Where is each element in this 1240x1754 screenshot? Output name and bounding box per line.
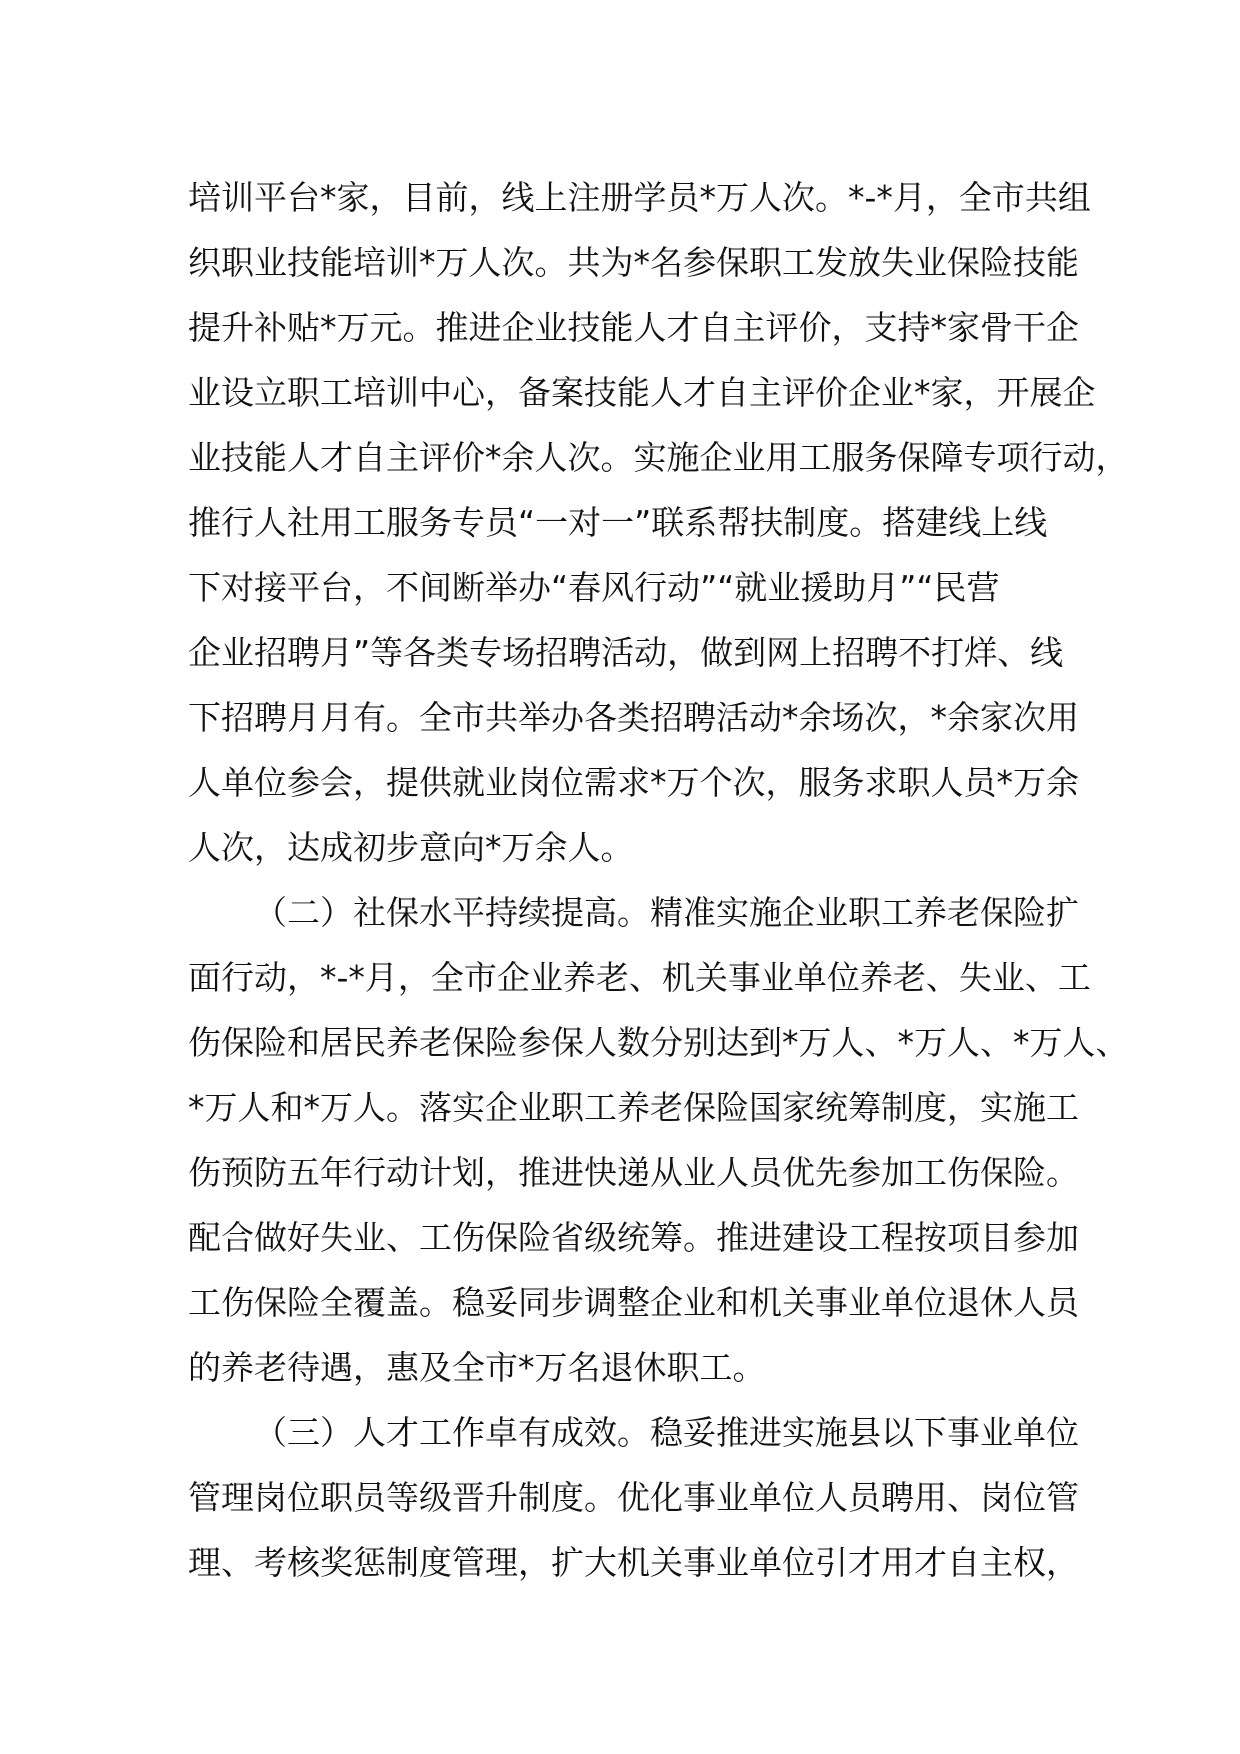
- text-line: 人单位参会，提供就业岗位需求*万个次，服务求职人员*万余: [188, 763, 1079, 802]
- text-line: 伤预防五年行动计划，推进快递从业人员优先参加工伤保险。: [188, 1153, 1079, 1192]
- text-line: 业技能人才自主评价*余人次。实施企业用工服务保障专项行动，: [188, 438, 1129, 477]
- text-line: 的养老待遇，惠及全市*万名退休职工。: [188, 1348, 766, 1387]
- text-line: 工伤保险全覆盖。稳妥同步调整企业和机关事业单位退休人员: [188, 1283, 1079, 1322]
- text-line: 面行动，*-*月，全市企业养老、机关事业单位养老、失业、工: [188, 958, 1091, 997]
- text-line: 培训平台*家，目前，线上注册学员*万人次。*-*月，全市共组: [188, 178, 1091, 217]
- text-line: 业设立职工培训中心，备案技能人才自主评价企业*家，开展企: [188, 373, 1096, 412]
- paragraph-social-security: [188, 880, 1129, 1400]
- text-line: 织职业技能培训*万人次。共为*名参保职工发放失业保险技能: [188, 243, 1079, 282]
- text-line: 推行人社用工服务专员“一对一”联系帮扶制度。搭建线上线: [188, 503, 1048, 542]
- document-body: [188, 165, 1129, 1595]
- text-line: 伤保险和居民养老保险参保人数分别达到*万人、*万人、*万人、: [188, 1023, 1129, 1062]
- text-line: 企业招聘月”等各类专场招聘活动，做到网上招聘不打烊、线: [188, 633, 1064, 672]
- text-line: 提升补贴*万元。推进企业技能人才自主评价，支持*家骨干企: [188, 308, 1079, 347]
- text-line: 下对接平台，不间断举办“春风行动”“就业援助月”“民营: [188, 568, 1000, 607]
- paragraph-heading-line: （三）人才工作卓有成效。稳妥推进实施县以下事业单位: [254, 1413, 1079, 1452]
- text-line: 理、考核奖惩制度管理，扩大机关事业单位引才用才自主权，: [188, 1543, 1079, 1582]
- text-line: 下招聘月月有。全市共举办各类招聘活动*余场次，*余家次用: [188, 698, 1079, 737]
- paragraph-talent-work: [188, 1400, 1088, 1595]
- paragraph-employment-continued: [188, 165, 1129, 880]
- text-line: 配合做好失业、工伤保险省级统筹。推进建设工程按项目参加: [188, 1218, 1079, 1257]
- text-line: *万人和*万人。落实企业职工养老保险国家统筹制度，实施工: [188, 1088, 1079, 1127]
- text-line: 人次，达成初步意向*万余人。: [188, 828, 634, 867]
- paragraph-heading-line: （二）社保水平持续提高。精准实施企业职工养老保险扩: [254, 893, 1079, 932]
- text-line: 管理岗位职员等级晋升制度。优化事业单位人员聘用、岗位管: [188, 1478, 1079, 1517]
